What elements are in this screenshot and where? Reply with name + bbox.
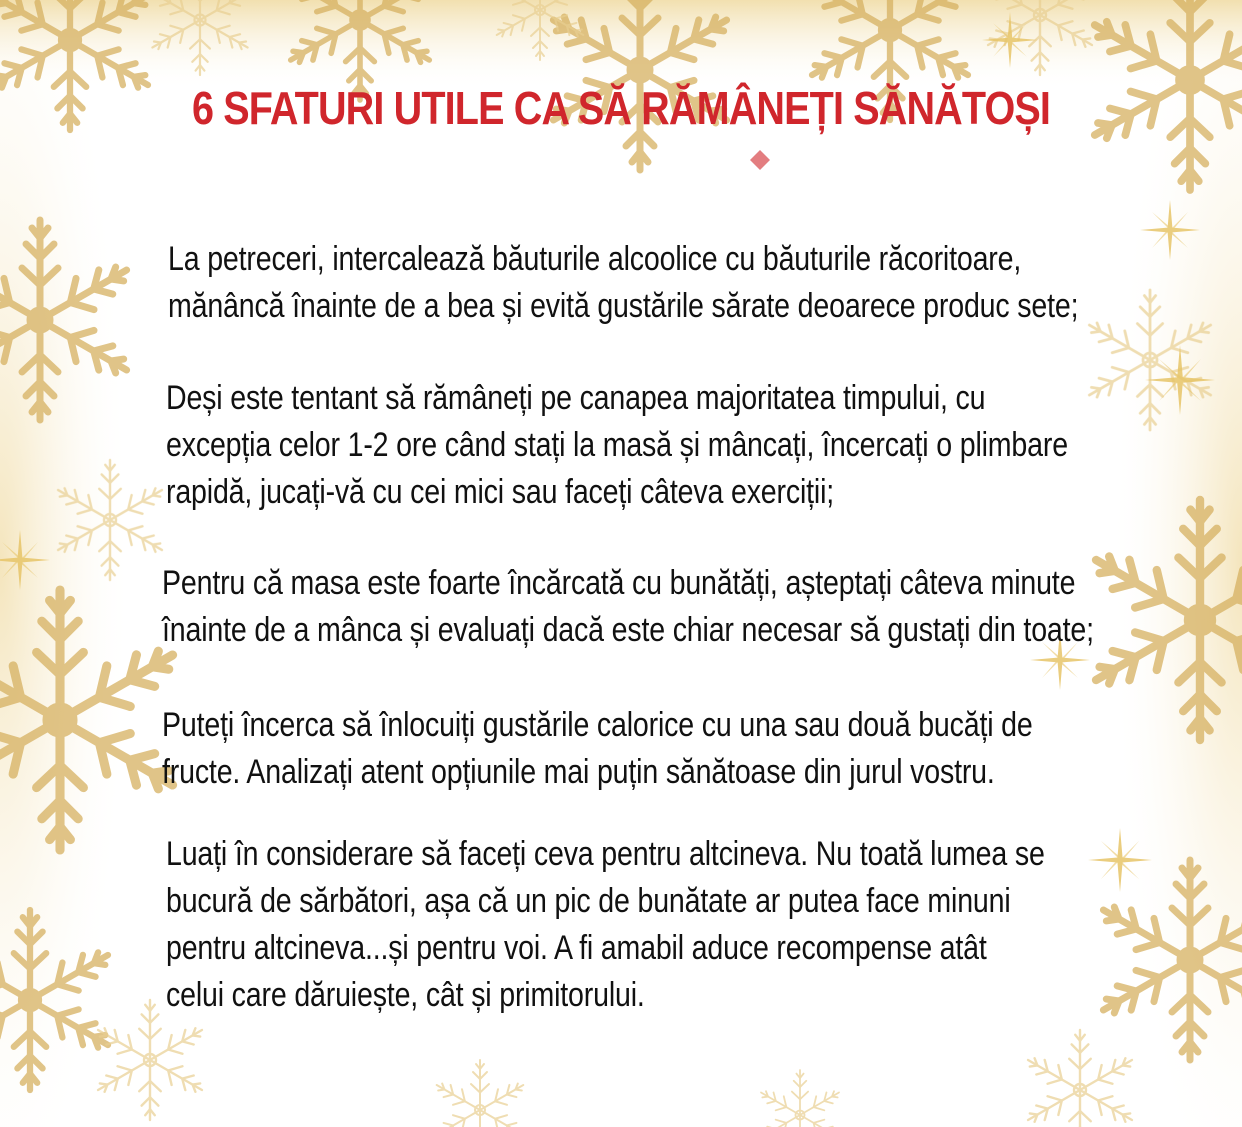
tip-5-line-4: celui care dăruiește, cât și primitorului.: [166, 976, 645, 1014]
tip-1: [168, 236, 1078, 330]
page-title: 6 SFATURI UTILE CA SĂ RĂMÂNEȚI SĂNĂTOȘI: [191, 82, 1051, 134]
tip-5: [166, 831, 1045, 1019]
tip-3-line-1: Pentru că masa este foarte încărcată cu bunătăți, așteptați câteva minute: [162, 564, 1076, 602]
tip-2: [166, 375, 1068, 516]
tip-5-line-3: pentru altcineva...și pentru voi. A fi amabil aduce recompense atât: [166, 929, 987, 967]
tip-3-line-2: înainte de a mânca și evaluați dacă este chiar necesar să gustați din toate;: [162, 611, 1094, 649]
tip-5-line-2: bucură de sărbători, așa că un pic de bunătate ar putea face minuni: [166, 882, 1011, 920]
tip-1-line-2: mănâncă înainte de a bea și evită gustările sărate deoarece produc sete;: [168, 287, 1079, 325]
tip-2-line-2: excepția celor 1-2 ore când stați la masă și mâncați, încercați o plimbare: [166, 426, 1068, 464]
tip-4-line-1: Puteți încerca să înlocuiți gustările calorice cu una sau două bucăți de: [162, 706, 1033, 744]
tip-2-line-1: Deși este tentant să rămâneți pe canapea majoritatea timpului, cu: [166, 379, 986, 417]
tip-5-line-1: Luați în considerare să faceți ceva pentru altcineva. Nu toată lumea se: [166, 835, 1045, 873]
tip-2-line-3: rapidă, jucați-vă cu cei mici sau faceți câteva exerciții;: [166, 473, 835, 511]
tip-1-line-1: La petreceri, intercalează băuturile alcoolice cu băuturile răcoritoare,: [168, 240, 1022, 278]
tip-4-line-2: fructe. Analizați atent opțiunile mai puțin sănătoase din jurul vostru.: [162, 753, 995, 791]
tip-4: [162, 702, 1033, 796]
tip-3: [162, 560, 1094, 654]
